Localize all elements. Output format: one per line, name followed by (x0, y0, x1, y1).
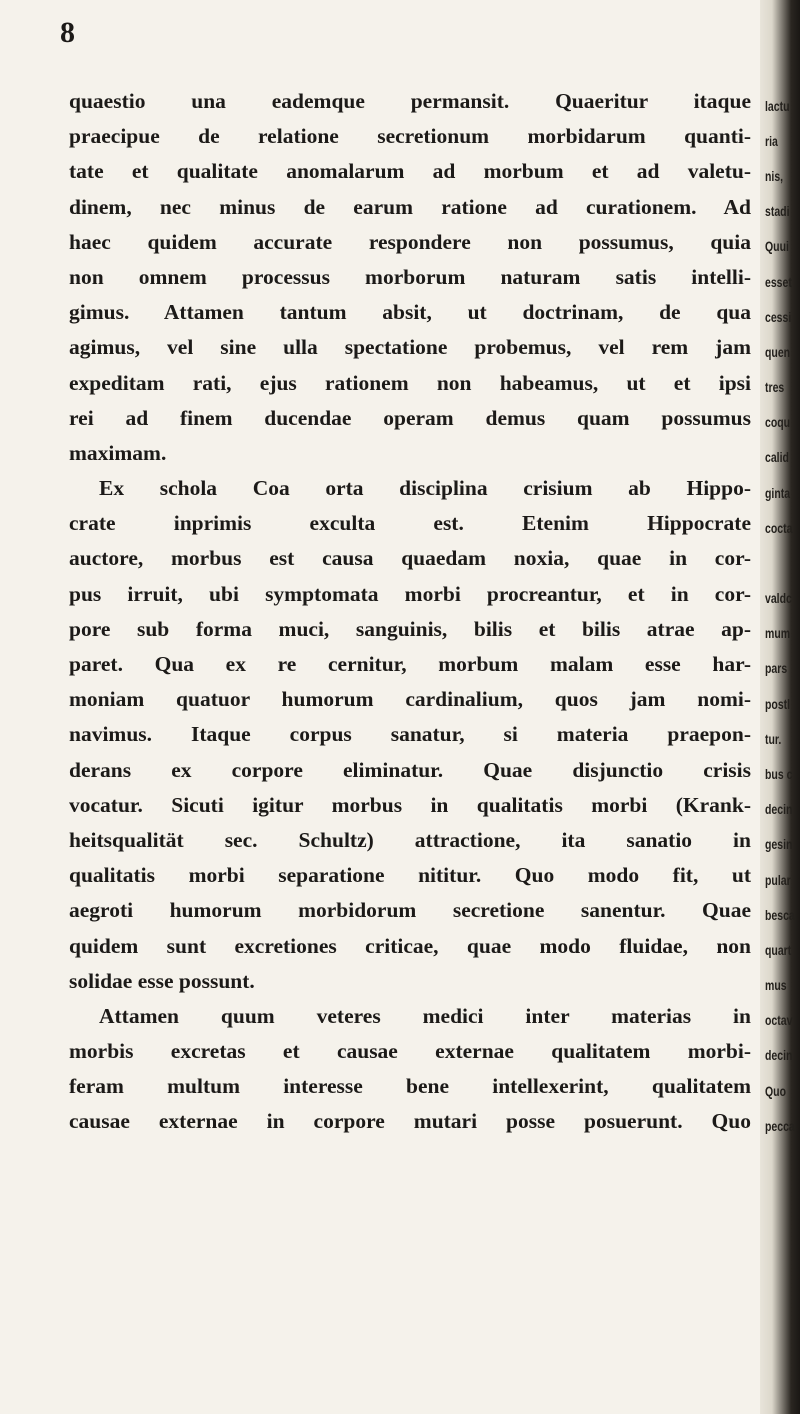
text-line: expeditam rati, ejus rationem non habeamus, ut et ipsi (69, 370, 751, 395)
body-text (69, 84, 751, 1140)
facing-page-fragment: pars (765, 660, 788, 676)
text-line: quaestio una eademque permansit. Quaeritur itaque (69, 89, 751, 113)
text-line: praecipue de relatione secretionum morbidarum quanti- (69, 124, 751, 149)
text-line: auctore, morbus est causa quaedam noxia, quae in cor- (69, 546, 751, 571)
facing-page-fragment: ria (765, 133, 778, 149)
facing-page-fragment: quart (765, 942, 792, 958)
facing-page-fragment: calid (765, 449, 789, 465)
facing-page-fragment: cessi (765, 309, 792, 325)
text-line: morbis excretas et causae externae qualitatem morbi- (69, 1039, 751, 1064)
facing-page-fragment: Quui (765, 238, 789, 254)
facing-page-fragment: besca (765, 907, 795, 923)
text-line: causae externae in corpore mutari posse posuerunt. Quo (69, 1109, 751, 1134)
text-line: non omnem processus morborum naturam satis intelli- (69, 264, 751, 289)
text-line: heitsqualität sec. Schultz) attractione, ita sanatio in (69, 827, 751, 852)
text-line: moniam quatuor humorum cardinalium, quos jam nomi- (69, 687, 751, 712)
text-line: Attamen quum veteres medici inter materias in (99, 1003, 751, 1028)
facing-page-fragment: stadi (765, 203, 790, 219)
facing-page-fragment: pecca (765, 1118, 795, 1134)
facing-page-fragment: nis, (765, 168, 784, 184)
facing-page-fragment: lactu (765, 98, 790, 114)
facing-page-fragment: ginta (765, 485, 791, 501)
text-line: rei ad finem ducendae operam demus quam possumus (69, 405, 751, 430)
facing-page-fragment: mum (765, 625, 791, 641)
facing-page-fragment: quen (765, 344, 791, 360)
facing-page-fragment: bus c (765, 766, 793, 782)
text-line: agimus, vel sine ulla spectatione probemus, vel rem jam (69, 335, 751, 360)
text-line: navimus. Itaque corpus sanatur, si materia praepon- (69, 722, 751, 747)
text-line: maximam. (69, 440, 167, 465)
facing-page-fragment: postl (765, 696, 791, 712)
text-line: aegroti humorum morbidorum secretione sanentur. Quae (69, 898, 751, 923)
text-line: vocatur. Sicuti igitur morbus in qualitatis morbi (Krank- (69, 792, 751, 817)
facing-page-fragment: cocta (765, 520, 793, 536)
text-line: derans ex corpore eliminatur. Quae disjunctio crisis (69, 757, 751, 782)
text-line: Ex schola Coa orta disciplina crisium ab Hippo- (99, 476, 751, 501)
page-number: 8 (60, 16, 75, 49)
facing-page-fragment: Quo (765, 1083, 786, 1099)
facing-page-fragment: coqu (765, 414, 791, 430)
facing-page-edge (760, 0, 800, 1414)
text-line: feram multum interesse bene intellexerint, qualitatem (69, 1074, 751, 1099)
text-line: solidae esse possunt. (69, 968, 255, 993)
facing-page-fragment: tres (765, 379, 785, 395)
text-line: quidem sunt excretiones criticae, quae modo fluidae, non (69, 933, 751, 958)
text-line: pore sub forma muci, sanguinis, bilis et bilis atrae ap- (69, 616, 751, 641)
facing-page-fragment: gesin (765, 836, 793, 852)
facing-page-fragment: mus (765, 977, 787, 993)
text-line: qualitatis morbi separatione nititur. Quo modo fit, ut (69, 863, 751, 888)
text-line: haec quidem accurate respondere non possumus, quia (69, 229, 751, 254)
facing-page-fragment: pular (765, 872, 791, 888)
facing-page-fragment: decin (765, 1047, 793, 1063)
facing-page-fragment: esset (765, 274, 792, 290)
facing-page-fragment: decin (765, 801, 793, 817)
text-line: crate inprimis exculta est. Etenim Hippocrate (69, 511, 751, 536)
facing-page-fragment: valdc (765, 590, 792, 606)
text-line: pus irruit, ubi symptomata morbi procreantur, et in cor- (69, 581, 751, 606)
text-line: gimus. Attamen tantum absit, ut doctrinam, de qua (69, 300, 751, 325)
facing-page-fragment: tur. (765, 731, 782, 747)
facing-page-fragment: octav (765, 1012, 793, 1028)
text-line: paret. Qua ex re cernitur, morbum malam esse har- (69, 652, 751, 676)
text-line: tate et qualitate anomalarum ad morbum et ad valetu- (69, 159, 751, 184)
text-line: dinem, nec minus de earum ratione ad curationem. Ad (69, 194, 751, 219)
